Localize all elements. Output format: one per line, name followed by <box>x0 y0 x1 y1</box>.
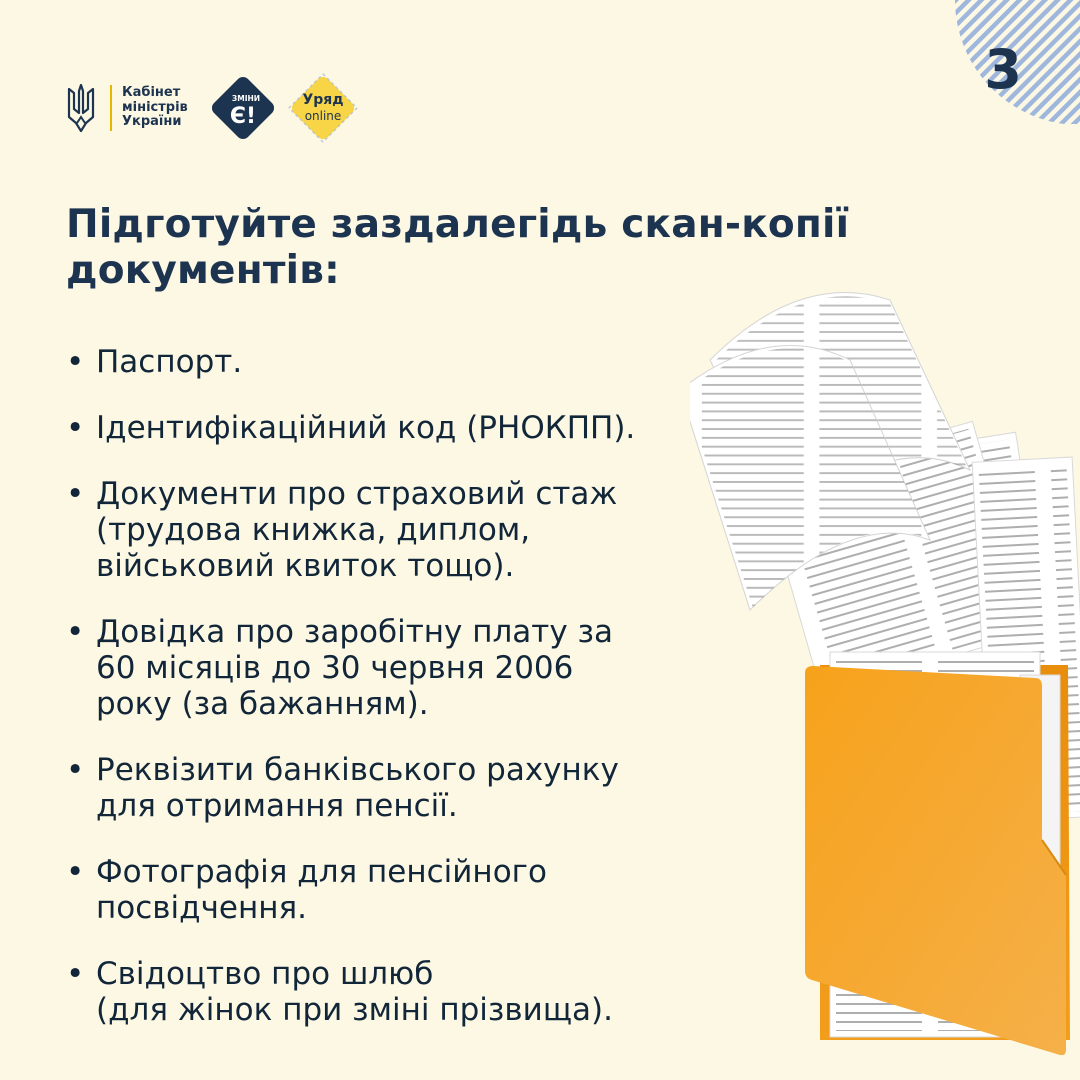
item-line: (трудова книжка, диплом, <box>96 512 531 548</box>
item-line: Ідентифікаційний код (РНОКПП). <box>96 410 636 446</box>
bullet-icon: • <box>66 410 85 446</box>
cabinet-line: Кабінет <box>122 85 181 101</box>
cabinet-line: України <box>122 114 182 130</box>
item-line: року (за бажанням). <box>96 686 429 722</box>
list-item <box>66 854 706 926</box>
uryad-diamond <box>286 71 360 145</box>
uryad-line2: online <box>304 109 342 123</box>
documents-list <box>66 344 706 1058</box>
list-item <box>66 476 706 584</box>
list-item <box>66 956 706 1028</box>
zminy-line2: Є! <box>229 104 257 129</box>
item-line: Паспорт. <box>96 344 243 380</box>
list-item <box>66 410 706 446</box>
zminy-logo <box>206 71 280 145</box>
item-line: Довідка про заробітну плату за <box>96 614 614 650</box>
uryad-online-logo <box>286 71 360 145</box>
bullet-icon: • <box>66 344 85 380</box>
bullet-icon: • <box>66 476 85 512</box>
title-line: Підготуйте заздалегідь скан-копії <box>66 202 850 247</box>
item-line: Фотографія для пенсійного <box>96 854 547 890</box>
folder-illustration <box>690 280 1080 1060</box>
item-line: Реквізити банківського рахунку <box>96 752 619 788</box>
item-line: для отримання пенсії. <box>96 788 458 824</box>
item-line: 60 місяців до 30 червня 2006 <box>96 650 574 686</box>
item-line: Документи про страховий стаж <box>96 476 618 512</box>
folder-icon <box>805 652 1070 1055</box>
bullet-icon: • <box>66 614 85 650</box>
list-item <box>66 614 706 722</box>
item-line: (для жінок при зміні прізвища). <box>96 992 613 1028</box>
logo-separator <box>110 85 112 131</box>
list-item <box>66 752 706 824</box>
page-number: 3 <box>984 38 1022 101</box>
bullet-icon: • <box>66 752 85 788</box>
cabinet-logo-text <box>122 86 200 130</box>
logo-bar <box>64 72 360 144</box>
zminy-line1: ЗМІНИ <box>231 94 261 103</box>
title-line: документів: <box>66 248 340 293</box>
list-item <box>66 344 706 380</box>
bullet-icon: • <box>66 854 85 890</box>
bullet-icon: • <box>66 956 85 992</box>
item-line: військовий квиток тощо). <box>96 548 515 584</box>
uryad-line1: Уряд <box>302 92 344 108</box>
trident-icon <box>64 83 98 133</box>
zminy-diamond <box>206 71 280 145</box>
item-line: Свідоцтво про шлюб <box>96 956 434 992</box>
cabinet-line: міністрів <box>122 99 188 115</box>
item-line: посвідчення. <box>96 890 308 926</box>
